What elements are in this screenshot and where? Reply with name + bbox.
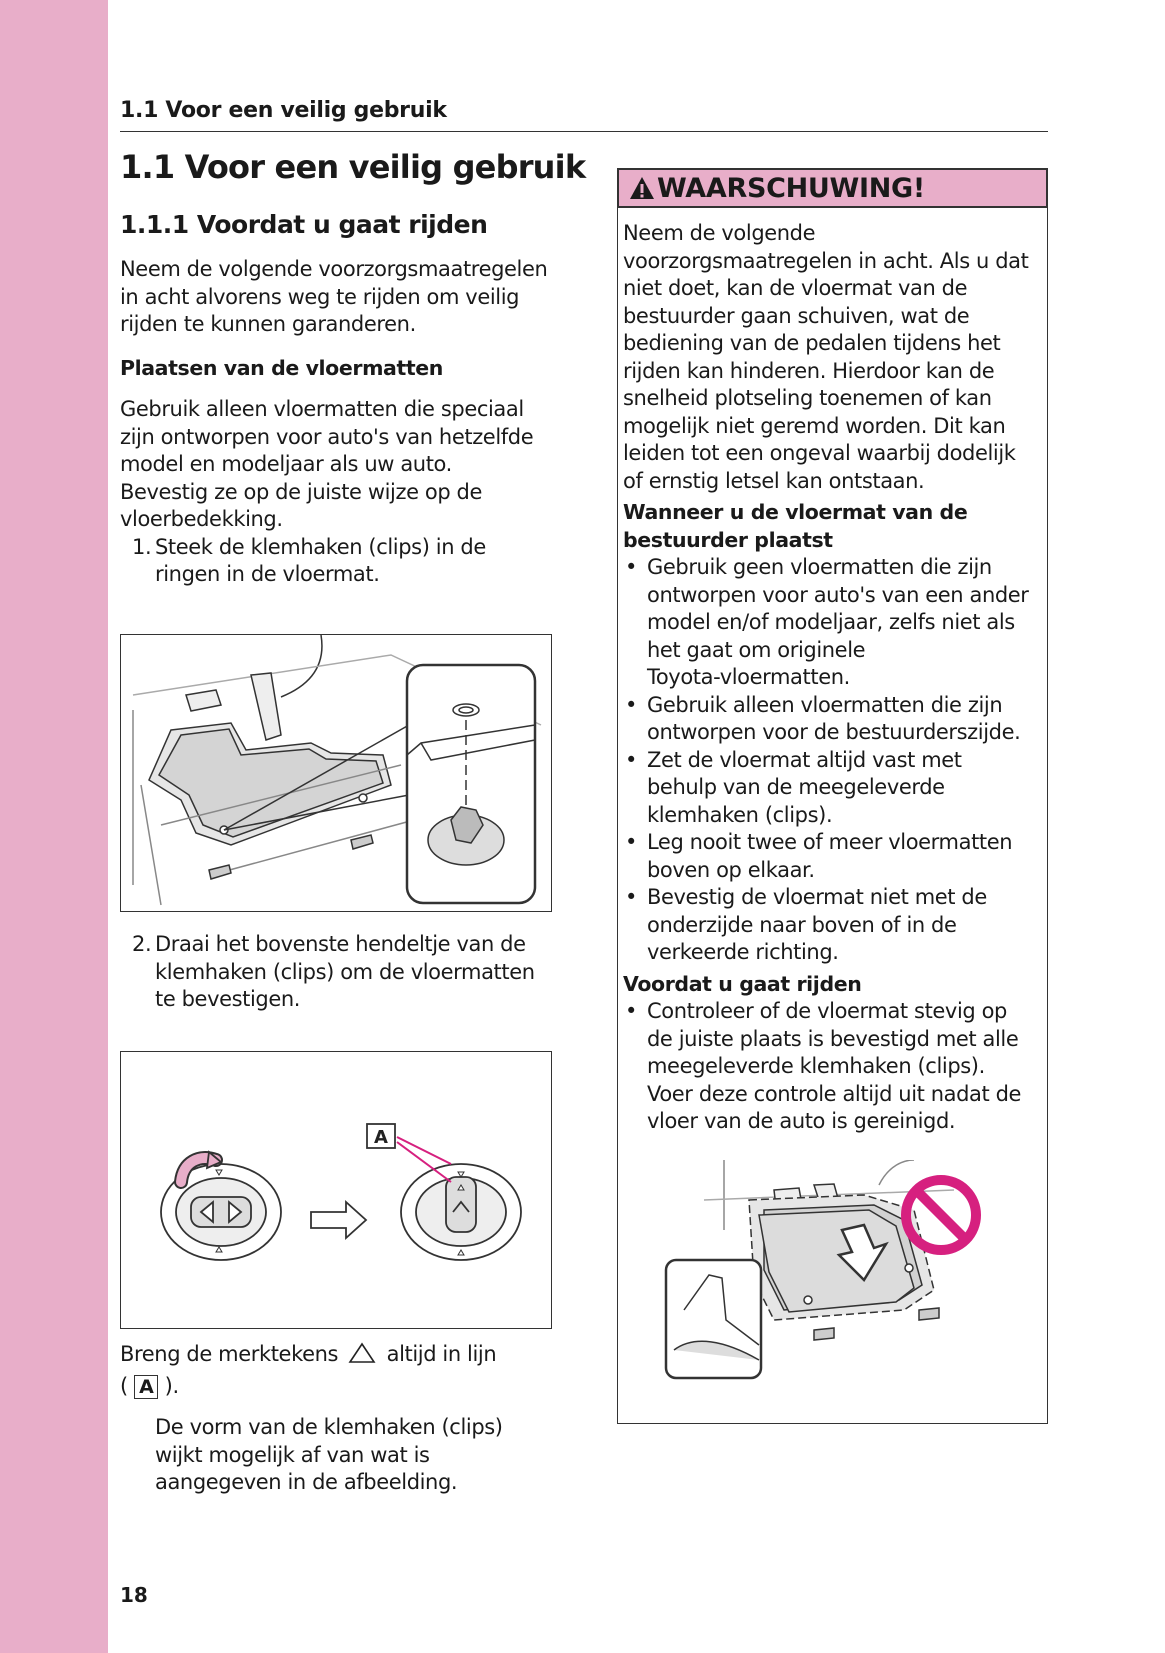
- text-line: bediening van de pedalen tijdens het: [623, 331, 1001, 355]
- text-line: Gebruik geen vloermatten die zijn: [647, 555, 992, 579]
- bullet-item: [623, 829, 1043, 884]
- text-line: niet doet, kan de vloermat van de: [623, 276, 968, 300]
- left-column-top: [120, 256, 570, 589]
- bullet-dot: •: [625, 747, 637, 772]
- bullet-item: [623, 554, 1043, 692]
- text-line: het gaat om originele: [647, 637, 866, 662]
- running-head: 1.1 Voor een veilig gebruik: [120, 98, 447, 123]
- text-line: onderzijde naar boven of in de: [647, 912, 957, 937]
- text-line: wijkt mogelijk af van wat is: [155, 1442, 430, 1467]
- bullet-item: [623, 747, 1043, 830]
- text-line: de juiste plaats is bevestigd met alle: [647, 1026, 1019, 1051]
- step-1: [120, 534, 570, 589]
- step-2: [120, 931, 570, 1014]
- chapter-title: 1.1 Voor een veilig gebruik: [120, 148, 586, 186]
- bullet-item: [623, 998, 1043, 1136]
- text-line: snelheid plotseling toenemen of kan: [623, 386, 992, 410]
- step-number: 2.: [132, 932, 152, 956]
- step-number: 1.: [132, 534, 152, 559]
- text-line: Voer deze controle altijd uit nadat de: [647, 1081, 1022, 1106]
- floor-mat-clip-illustration: [121, 635, 550, 910]
- intro-paragraph: [120, 256, 570, 339]
- warning-intro: [623, 220, 1043, 495]
- text-line: in acht alvorens weg te rijden om veilig: [120, 284, 520, 309]
- stacked-mats-illustration: [664, 1160, 1004, 1380]
- text-segment: (: [120, 1373, 128, 1398]
- header-rule: [120, 131, 1048, 132]
- warning-title: WAARSCHUWING!: [657, 173, 925, 204]
- text-segment: altijd in lijn: [386, 1342, 497, 1366]
- section-title: 1.1.1 Voordat u gaat rijden: [120, 210, 488, 239]
- text-line: mogelijk niet geremd worden. Dit kan: [623, 413, 1006, 438]
- text-line: zijn ontworpen voor auto's van hetzelfde: [120, 424, 534, 449]
- text-line: bestuurder gaan schuiven, wat de: [623, 303, 970, 328]
- text-line: ontworpen voor auto's van een ander: [647, 582, 1029, 607]
- text-line: klemhaken (clips) om de vloermatten: [155, 959, 535, 984]
- text-line: Zet de vloermat altijd vast met: [647, 747, 962, 772]
- warning-subheading-before-driving: Voordat u gaat rijden: [623, 971, 862, 996]
- text-line: Toyota-vloermatten.: [647, 665, 850, 689]
- bullet-dot: •: [625, 692, 637, 717]
- text-line: ringen in de vloermat.: [155, 562, 380, 586]
- bullet-dot: •: [625, 830, 637, 854]
- text-line: De vorm van de klemhaken (clips): [155, 1415, 503, 1439]
- text-line: leiden tot een ongeval waarbij dodelijk: [623, 441, 1016, 465]
- page-side-band: [0, 0, 108, 1653]
- clip-shape-note: [120, 1414, 570, 1497]
- bullet-item: [623, 884, 1043, 967]
- text-segment: Breng de merktekens: [120, 1342, 339, 1366]
- align-markers-text: [120, 1341, 570, 1497]
- figure-clip-twist: [120, 1051, 552, 1329]
- warning-content: [623, 220, 1043, 1136]
- text-line: boven op elkaar.: [647, 857, 815, 882]
- text-line: model en modeljaar als uw auto.: [120, 452, 452, 476]
- bullet-dot: •: [625, 999, 637, 1023]
- page-number: 18: [120, 1583, 148, 1607]
- clip-twist-illustration: [121, 1052, 550, 1327]
- text-line: model en/of modeljaar, zelfs niet als: [647, 610, 1015, 634]
- text-line: Gebruik alleen vloermatten die zijn: [647, 692, 1003, 717]
- text-line: aangegeven in de afbeelding.: [155, 1470, 458, 1494]
- text-line: Neem de volgende voorzorgsmaatregelen: [120, 257, 548, 281]
- text-line: vloerbedekking.: [120, 507, 283, 531]
- text-line: Draai het bovenste hendeltje van de: [155, 932, 526, 956]
- text-line: Controleer of de vloermat stevig op: [647, 999, 1007, 1023]
- text-line: bestuurder plaatst: [623, 527, 833, 552]
- text-line: of ernstig letsel kan ontstaan.: [623, 468, 925, 493]
- text-line: meegeleverde klemhaken (clips).: [647, 1054, 985, 1078]
- subheading-floor-mats: Plaatsen van de vloermatten: [120, 355, 443, 380]
- warning-subheading-driver-mat: [623, 499, 1043, 554]
- bullet-dot: •: [625, 555, 637, 579]
- text-line: te bevestigen.: [155, 987, 301, 1011]
- warning-header: [617, 168, 1048, 208]
- text-line: ontworpen voor de bestuurderszijde.: [647, 720, 1021, 744]
- floor-mat-paragraph: [120, 396, 570, 534]
- text-line: behulp van de meegeleverde: [647, 775, 945, 799]
- bullet-item: [623, 692, 1043, 747]
- figure-clip-insertion: [120, 634, 552, 912]
- text-line: Wanneer u de vloermat van de: [623, 500, 968, 524]
- text-line: Bevestig de vloermat niet met de: [647, 885, 987, 909]
- bullet-dot: •: [625, 885, 637, 909]
- text-line: klemhaken (clips).: [647, 802, 833, 827]
- text-line: Bevestig ze op de juiste wijze op de: [120, 479, 483, 504]
- text-line: Leg nooit twee of meer vloermatten: [647, 830, 1013, 854]
- text-line: Gebruik alleen vloermatten die speciaal: [120, 397, 524, 421]
- text-line: Steek de klemhaken (clips) in de: [155, 534, 486, 559]
- warning-triangle-icon: [629, 176, 655, 200]
- figure-label-a: A: [374, 1127, 388, 1148]
- triangle-marker-icon: [348, 1342, 376, 1364]
- text-line: vloer van de auto is gereinigd.: [647, 1109, 956, 1133]
- text-segment: ).: [164, 1373, 179, 1398]
- left-column-step2: [120, 931, 570, 1014]
- text-line: rijden kan hinderen. Hierdoor kan de: [623, 358, 995, 383]
- label-a-box: A: [134, 1375, 158, 1399]
- text-line: voorzorgsmaatregelen in acht. Als u dat: [623, 248, 1029, 273]
- text-line: rijden te kunnen garanderen.: [120, 312, 416, 336]
- stacked-mats-drawing: [664, 1160, 1004, 1380]
- text-line: verkeerde richting.: [647, 940, 839, 964]
- text-line: Neem de volgende: [623, 221, 816, 245]
